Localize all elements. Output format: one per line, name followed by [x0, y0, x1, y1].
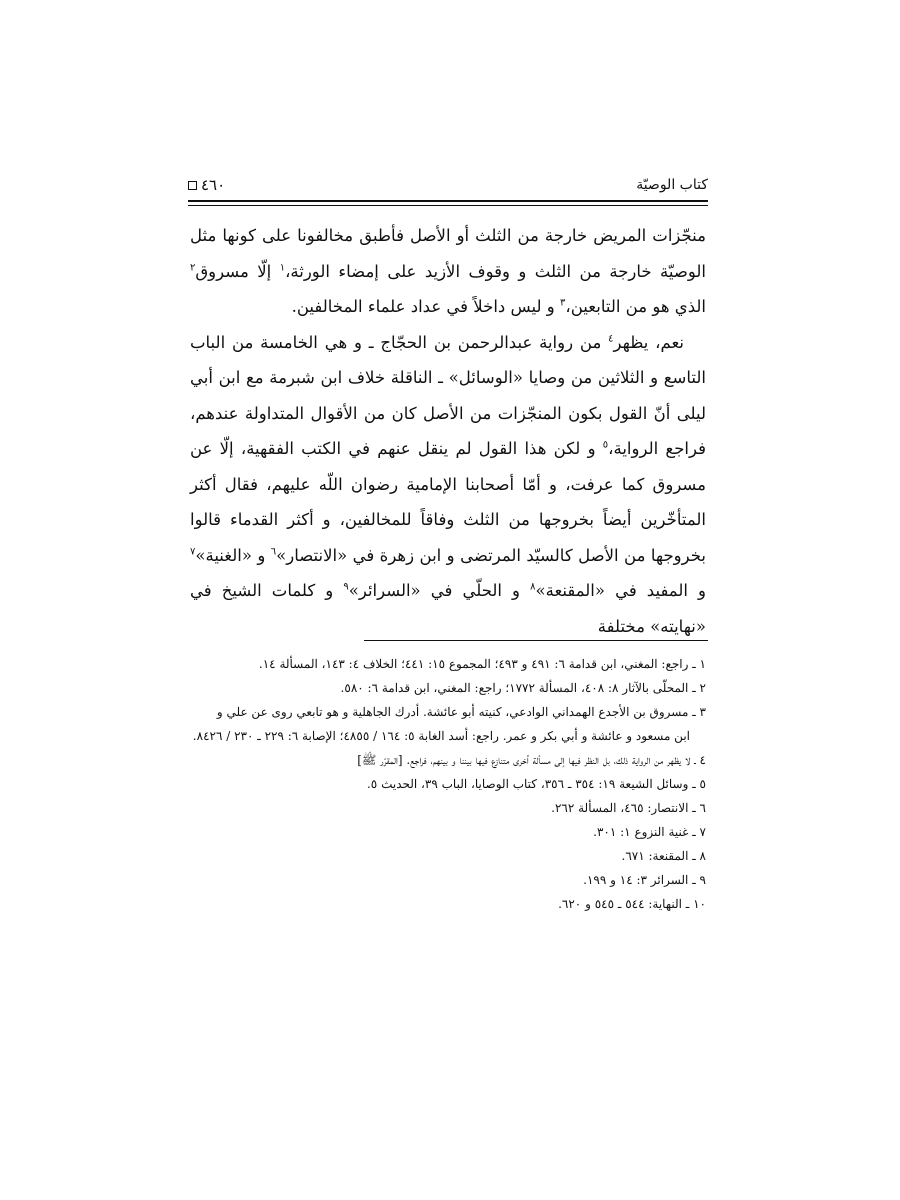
footnote-ref[interactable]: ٩: [343, 581, 349, 593]
page-number: ٤٦٠: [201, 176, 226, 194]
footnotes: [190, 652, 706, 916]
footnote-5: ٥ ـ وسائل الشيعة ١٩: ٣٥٤ ـ ٣٥٦، كتاب الوصايا، الباب ٣٩، الحديث ٥.: [366, 777, 706, 791]
footnote-3-continuation: ابن مسعود و عائشة و أبي بكر و عمر. راجع: أسد الغابة ٥: ١٦٤ / ٤٨٥٥؛ الإصابة ٦: ٢٢٩ ـ ٢٣٠ / ٨٤٢٦.: [192, 729, 690, 743]
text-run: و ليس داخلاً في عداد علماء المخالفين.: [291, 297, 561, 316]
footnote-1: ١ ـ راجع: المغني، ابن قدامة ٦: ٤٩١ و ٤٩٣؛ المجموع ١٥: ٤٤١؛ الخلاف ٤: ١٤٣، المسألة ١٤.: [258, 657, 706, 671]
running-head-title: كتاب الوصيّة: [636, 177, 708, 193]
footnote-ref[interactable]: ٢: [190, 262, 196, 273]
paragraph-1: [190, 218, 706, 325]
footnote-3: ٣ ـ مسروق بن الأجدع الهمداني الوادعي، كنيته أبو عائشة. أدرك الجاهلية و هو تابعي روى عن علي و ابن مسعود و عائشة و أبي بكر و عمر. راجع: أسد الغابة ٥: ١٦٤ / ٤٨٥٥؛ الإصابة ٦: ٢٢٩ ـ ٢٣٠ / ٨٤٢٦.: [190, 700, 706, 748]
text-run: منجّزات المريض خارجة من الثلث أو الأصل فأطبق مخالفونا على كونها مثل الوصيّة خارجة من الثلث و وقوف الأزيد على إمضاء الورثة،: [190, 226, 706, 281]
footnote-7: ٧ ـ غنية النزوع ١: ٣٠١.: [593, 825, 706, 839]
square-icon: [188, 181, 197, 190]
footnote-ref[interactable]: ٣: [560, 297, 566, 309]
header-rule-thick: [188, 200, 708, 202]
running-head: [188, 174, 708, 198]
footnote-4: ٤ ـ لا يظهر من الرواية ذلك، بل النظر فيها إلى مسألة اُخرى متنازع فيها بيننا و بينهم، فراجع. [المقرّر ﷺ]: [357, 753, 706, 767]
footnote-9: ٩ ـ السرائر ٣: ١٤ و ١٩٩.: [583, 873, 706, 887]
body-text: [190, 218, 706, 644]
footnote-ref[interactable]: ١: [279, 262, 286, 273]
text-run: و الحلّي في «السرائر»: [348, 581, 531, 600]
footnote-10: ١٠ ـ النهاية: ٥٤٤ ـ ٥٤٥ و ٦٢٠.: [558, 897, 706, 911]
text-run: و «الغنية»: [195, 545, 271, 565]
footnote-separator: [364, 640, 708, 641]
text-run: نعم، يظهر: [613, 332, 684, 352]
text-run: و كلمات الشيخ في «نهايته» مختلفة: [190, 581, 706, 636]
footnote-ref[interactable]: ٧: [190, 546, 196, 557]
footnote-ref[interactable]: ٤: [608, 333, 614, 344]
page-number-block: [188, 174, 225, 196]
footnote-2: ٢ ـ المحلّى بالآثار ٨: ٤٠٨، المسألة ١٧٧٢؛ راجع: المغني، ابن قدامة ٦: ٥٨٠.: [340, 681, 706, 695]
text-run: من رواية عبدالرحمن بن الحجّاج ـ و هي الخامسة من الباب التاسع و الثلاثين من وصايا «الوسائل» ـ الناقلة خلاف ابن شبرمة مع ابن أبي ليلى أنّ القول بكون المنجّزات من الأصل كان من الأقوال المتداولة عندهم، فراجع الرواية،: [190, 332, 706, 458]
text-run: و المفيد في «المقنعة»: [535, 581, 707, 600]
footnote-8: ٨ ـ المقنعة: ٦٧١.: [621, 849, 706, 863]
footnote-ref[interactable]: ٥: [602, 439, 609, 451]
text-run: و لكن هذا القول لم ينقل عنهم في الكتب الفقهية، إلّا عن مسروق كما عرفت، و أمّا أصحابنا الإمامية رضوان اللّه عليهم، فقال أكثر المتأخّرين أيضاً بخروجها من الثلث وفاقاً للمخالفين، و أكثر القدماء قالوا بخروجها من الأصل كالسيّد المرتضى و ابن زهرة في «الانتصار»: [190, 439, 706, 565]
footnote-ref[interactable]: ٦: [270, 546, 277, 557]
footnote-6: ٦ ـ الانتصار: ٤٦٥، المسألة ٢٦٢.: [551, 801, 706, 815]
footnote-ref[interactable]: ٨: [530, 581, 536, 593]
text-run: إلّا مسروق: [195, 261, 280, 281]
paragraph-2: [190, 325, 706, 645]
text-run: الذي هو من التابعين،: [565, 297, 706, 316]
header-rule-thin: [188, 205, 708, 206]
